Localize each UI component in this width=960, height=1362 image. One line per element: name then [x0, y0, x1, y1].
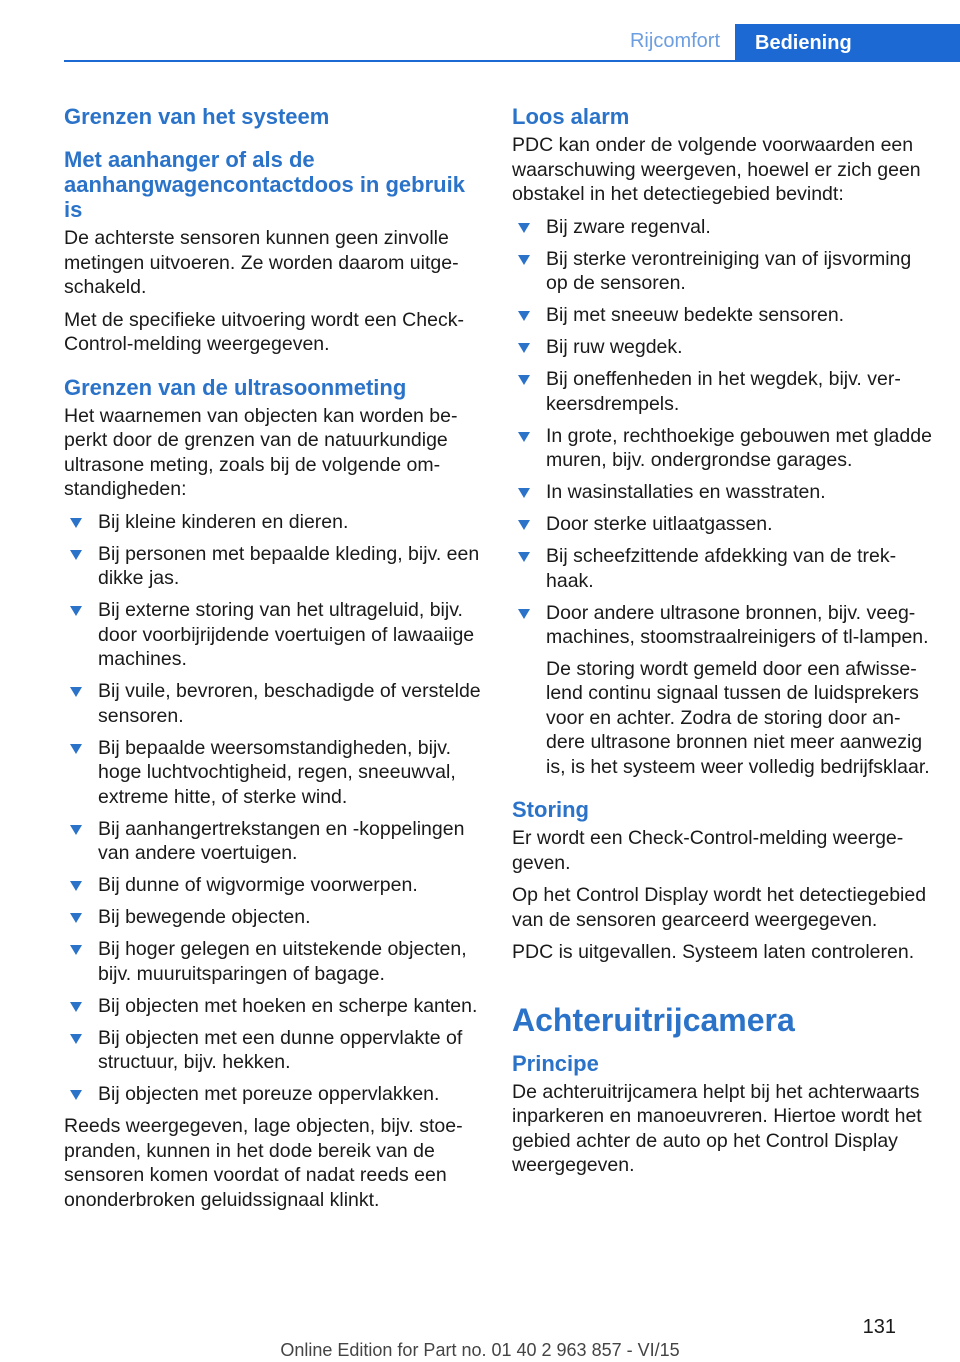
paragraph-trailer-2: Met de specifieke uitvoering wordt een Check-Control-melding weergegeven.	[64, 308, 464, 355]
list-item-text: In wasinstallaties en wasstraten.	[546, 481, 826, 503]
ultrasound-limit-list	[64, 510, 484, 1107]
triangle-down-icon	[70, 744, 82, 754]
list-item-text: In grote, rechthoekige gebouwen met gladde muren, bijv. ondergrondse garages.	[546, 424, 932, 471]
list-item-text: Bij aanhangertrekstangen en -koppelingen van andere voertuigen.	[98, 817, 465, 864]
triangle-down-icon	[518, 223, 530, 233]
left-column	[64, 104, 484, 1220]
paragraph-fault-3: PDC is uitgevallen. Systeem laten controleren.	[512, 941, 915, 963]
triangle-down-icon	[70, 825, 82, 835]
triangle-down-icon	[518, 552, 530, 562]
list-item-text: Door sterke uitlaatgassen.	[546, 513, 773, 535]
heading-system-limits: Grenzen van het systeem	[64, 104, 330, 129]
list-item	[64, 817, 484, 866]
list-item-text: Bij objecten met poreuze oppervlakken.	[98, 1083, 440, 1105]
list-item	[64, 1082, 484, 1107]
paragraph-low-objects: Reeds weergegeven, lage objecten, bijv. stoepranden, kunnen in het dode bereik van de sensoren komen voordat of nadat reeds een ononderbroken geluidssignaal klinkt.	[64, 1115, 463, 1211]
paragraph-trailer-1: De achterste sensoren kunnen geen zinvolle metingen uitvoeren. Ze worden daarom uitgeschakeld.	[64, 227, 459, 298]
list-item-text: Bij objecten met een dunne oppervlakte of structuur, bijv. hekken.	[98, 1026, 463, 1073]
list-item	[64, 873, 484, 898]
list-item	[512, 247, 932, 296]
list-item-text: Bij zware regenval.	[546, 215, 711, 238]
triangle-down-icon	[70, 1090, 82, 1100]
triangle-down-icon	[518, 311, 530, 321]
heading-principle: Principe	[512, 1050, 599, 1076]
list-item-text: Bij met sneeuw bedekte sensoren.	[546, 304, 845, 326]
list-item-text: Bij scheefzittende afdekking van de trekhaak.	[546, 545, 897, 592]
list-item	[64, 510, 484, 535]
triangle-down-icon	[518, 488, 530, 498]
list-item	[512, 303, 932, 328]
list-item-text: Bij ruw wegdek.	[546, 336, 683, 358]
heading-trailer: Met aanhanger of als de aanhangwagencontactdoos in gebruik is	[64, 147, 465, 222]
list-item	[512, 512, 932, 537]
list-item	[512, 480, 932, 505]
page-footer	[0, 1316, 960, 1362]
list-item-text: Bij oneffenheden in het wegdek, bijv. verkeersdrempels.	[546, 368, 901, 415]
right-column	[512, 104, 932, 1186]
list-item-text: Bij objecten met hoeken en scherpe kanten.	[98, 994, 478, 1017]
header-rule	[64, 60, 960, 62]
section-label: Rijcomfort	[629, 30, 720, 52]
triangle-down-icon	[518, 520, 530, 530]
list-item	[64, 679, 484, 728]
paragraph-fault-2: Op het Control Display wordt het detectiegebied van de sensoren gearceerd weergegeven.	[512, 884, 927, 931]
triangle-down-icon	[518, 609, 530, 619]
list-item-text: Bij personen met bepaalde kleding, bijv. een dikke jas.	[98, 542, 480, 589]
triangle-down-icon	[70, 518, 82, 528]
triangle-down-icon	[70, 1002, 82, 1012]
edition-text: Online Edition for Part no. 01 40 2 963 857 - VI/15	[280, 1340, 680, 1360]
page-number: 131	[862, 1316, 896, 1338]
triangle-down-icon	[518, 343, 530, 353]
triangle-down-icon	[70, 881, 82, 891]
list-item-text: Bij sterke verontreiniging van of ijsvorming op de sensoren.	[546, 247, 912, 294]
list-item	[64, 994, 484, 1019]
list-item	[512, 335, 932, 360]
list-item-text: Bij bepaalde weersomstandigheden, bijv. hoge luchtvochtigheid, regen, sneeuwval, extreme hitte, of sterke wind.	[98, 736, 456, 808]
paragraph-ultrasound: Het waarnemen van objecten kan worden beperkt door de grenzen van de natuurkundige ultrasone meting, zoals bij de volgende omstandigheden:	[64, 404, 458, 500]
heading-rear-camera: Achteruitrijcamera	[512, 1001, 795, 1038]
list-item-text: Bij vuile, bevroren, beschadigde of verstelde sensoren.	[98, 680, 481, 727]
false-alarm-list	[512, 215, 932, 780]
triangle-down-icon	[70, 606, 82, 616]
page-header	[64, 24, 960, 62]
list-item-text: Bij dunne of wigvormige voorwerpen.	[98, 874, 418, 896]
list-item	[512, 215, 932, 240]
list-item	[64, 937, 484, 986]
triangle-down-icon	[70, 945, 82, 955]
triangle-down-icon	[70, 550, 82, 560]
list-item-text: Door andere ultrasone bronnen, bijv. veegmachines, stoomstraalreinigers of tl-lampen.	[546, 601, 929, 648]
chapter-tab: Bediening	[735, 24, 960, 62]
list-item	[512, 544, 932, 593]
list-item	[64, 905, 484, 930]
triangle-down-icon	[518, 375, 530, 385]
list-item	[64, 736, 484, 810]
triangle-down-icon	[70, 687, 82, 697]
list-item	[64, 1026, 484, 1075]
triangle-down-icon	[70, 913, 82, 923]
paragraph-false-alarm: PDC kan onder de volgende voorwaarden een waarschuwing weergeven, hoewel er zich geen obstakel in het detectiegebied bevindt:	[512, 134, 921, 205]
list-item-text: Bij bewegende objecten.	[98, 906, 311, 928]
heading-fault: Storing	[512, 797, 589, 822]
triangle-down-icon	[518, 432, 530, 442]
list-item	[64, 542, 484, 591]
list-item-text: Bij hoger gelegen en uitstekende objecten, bijv. muuruitsparingen of bagage.	[98, 938, 467, 985]
list-item-text: Bij externe storing van het ultrageluid, bijv. door voorbijrijdende voertuigen of lawaaiige machines.	[98, 599, 475, 670]
heading-false-alarm: Loos alarm	[512, 104, 630, 129]
paragraph-principle: De achteruitrijcamera helpt bij het achterwaarts inparkeren en manoeuvreren. Hiertoe wordt het gebied achter de auto op het Control Display weergegeven.	[512, 1080, 922, 1176]
list-item	[64, 598, 484, 672]
list-item	[512, 424, 932, 473]
paragraph-fault-1: Er wordt een Check-Control-melding weergegeven.	[512, 827, 904, 874]
triangle-down-icon	[518, 255, 530, 265]
list-item	[512, 367, 932, 416]
list-item-note: De storing wordt gemeld door een afwisselend continu signaal tussen de luidsprekers voor en achter. Zodra de storing door andere ultrasone bronnen niet meer aanwezig is, is het systeem weer volledig bedrijfsklaar.	[546, 657, 930, 778]
heading-ultrasound-limits: Grenzen van de ultrasoonmeting	[64, 374, 407, 400]
list-item	[512, 601, 932, 780]
list-item-text: Bij kleine kinderen en dieren.	[98, 510, 349, 533]
triangle-down-icon	[70, 1034, 82, 1044]
